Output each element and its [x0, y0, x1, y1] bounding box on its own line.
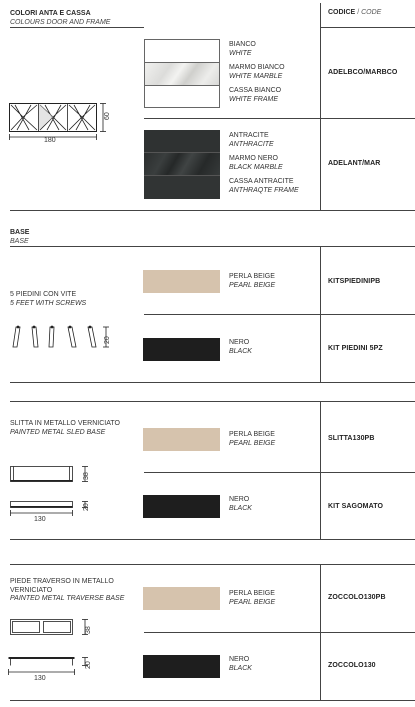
door-height-dimension: 60: [104, 112, 111, 120]
traverse-height-dimension-a: 38: [85, 626, 92, 634]
code-label-en: CODE: [361, 9, 382, 16]
divider-sled-rows: [144, 472, 415, 473]
code-pearl-beige-sled: SLITTA130PB: [328, 435, 375, 442]
divider-traverse-end: [10, 700, 415, 701]
label-black-feet: NERO BLACK: [229, 339, 252, 355]
swatch-black-traverse: [143, 655, 220, 678]
label-black-sled: NERO BLACK: [229, 496, 252, 512]
label-pearl-beige-feet: PERLA BEIGE PEARL BEIGE: [229, 273, 276, 289]
code-black-feet: KIT PIEDINI 5PZ: [328, 345, 383, 352]
code-white-group: ADELBCO/MARBCO: [328, 69, 398, 76]
divider-traverse-rows: [144, 632, 415, 633]
divider-traverse-start: [10, 564, 415, 565]
section-subtitle-base: BASE: [10, 238, 29, 245]
label-anthracite: ANTRACITE ANTHRACITE: [229, 132, 274, 148]
divider-sled-start: [10, 401, 415, 402]
header-divider-left: [10, 27, 144, 28]
code-column-header: CODICE / CODE: [328, 9, 382, 16]
swatch-anthracite: [144, 130, 220, 153]
column-separator: [320, 3, 321, 210]
code-pearl-beige-feet: KITSPIEDINIPB: [328, 278, 381, 285]
door-width-dimension: 180: [44, 137, 56, 144]
divider-feet-end: [10, 382, 415, 383]
divider-base-header: [10, 246, 415, 247]
divider-feet-rows: [144, 314, 415, 315]
anthracite-swatch-stack: [144, 130, 220, 199]
header-divider-right: [320, 27, 415, 28]
section-title-colours: COLORI ANTA E CASSA: [10, 10, 91, 17]
white-swatch-stack: [144, 39, 220, 108]
label-black-traverse: NERO BLACK: [229, 656, 252, 672]
divider-sled-end: [10, 539, 415, 540]
swatch-black-feet: [143, 338, 220, 361]
sled-width-dimension: 130: [34, 516, 46, 523]
label-white: BIANCO WHITE: [229, 41, 256, 57]
code-black-traverse: ZOCCOLO130: [328, 662, 376, 669]
column-separator-base-2: [320, 401, 321, 539]
code-black-sled: KIT SAGOMATO: [328, 503, 383, 510]
code-anthracite-group: ADELANT/MAR: [328, 160, 381, 167]
swatch-pearl-beige-traverse: [143, 587, 220, 610]
swatch-white-frame: [145, 86, 219, 107]
swatch-white-marble: [145, 63, 219, 86]
code-label: CODICE: [328, 9, 356, 16]
label-white-marble: MARMO BIANCO WHITE MARBLE: [229, 64, 285, 80]
swatch-pearl-beige-sled: [143, 428, 220, 451]
swatch-anthracite-frame: [144, 176, 220, 199]
feet-height-dimension: 20: [104, 336, 111, 344]
feet-drawing: [10, 325, 110, 353]
label-white-frame: CASSA BIANCO WHITE FRAME: [229, 87, 282, 103]
divider-colours-end: [10, 210, 415, 211]
section-subtitle-colours: COLOURS DOOR AND FRAME: [10, 19, 111, 26]
traverse-height-dimension-b: 20: [85, 661, 92, 669]
door-drawing: [9, 103, 109, 135]
section-title-base: BASE: [10, 229, 30, 236]
traverse-width-dimension: 130: [34, 675, 46, 682]
code-pearl-beige-traverse: ZOCCOLO130PB: [328, 594, 386, 601]
desc-feet: 5 PIEDINI CON VITE 5 FEET WITH SCREWS: [10, 291, 87, 307]
swatch-black-marble: [144, 153, 220, 176]
sled-height-dimension-a: 38: [83, 472, 90, 480]
label-anthracite-frame: CASSA ANTRACITE ANTHRAQTE FRAME: [229, 178, 299, 194]
sled-height-dimension-b: 20: [83, 503, 90, 511]
desc-traverse: PIEDE TRAVERSO IN METALLO VERNICIATO PAINTED METAL TRAVERSE BASE: [10, 578, 125, 602]
swatch-white: [145, 40, 219, 63]
divider-door-groups: [144, 118, 415, 119]
desc-sled: SLITTA IN METALLO VERNICIATO PAINTED METAL SLED BASE: [10, 420, 120, 436]
label-pearl-beige-traverse: PERLA BEIGE PEARL BEIGE: [229, 590, 276, 606]
swatch-black-sled: [143, 495, 220, 518]
label-black-marble: MARMO NERO BLACK MARBLE: [229, 155, 283, 171]
swatch-pearl-beige-feet: [143, 270, 220, 293]
label-pearl-beige-sled: PERLA BEIGE PEARL BEIGE: [229, 431, 276, 447]
